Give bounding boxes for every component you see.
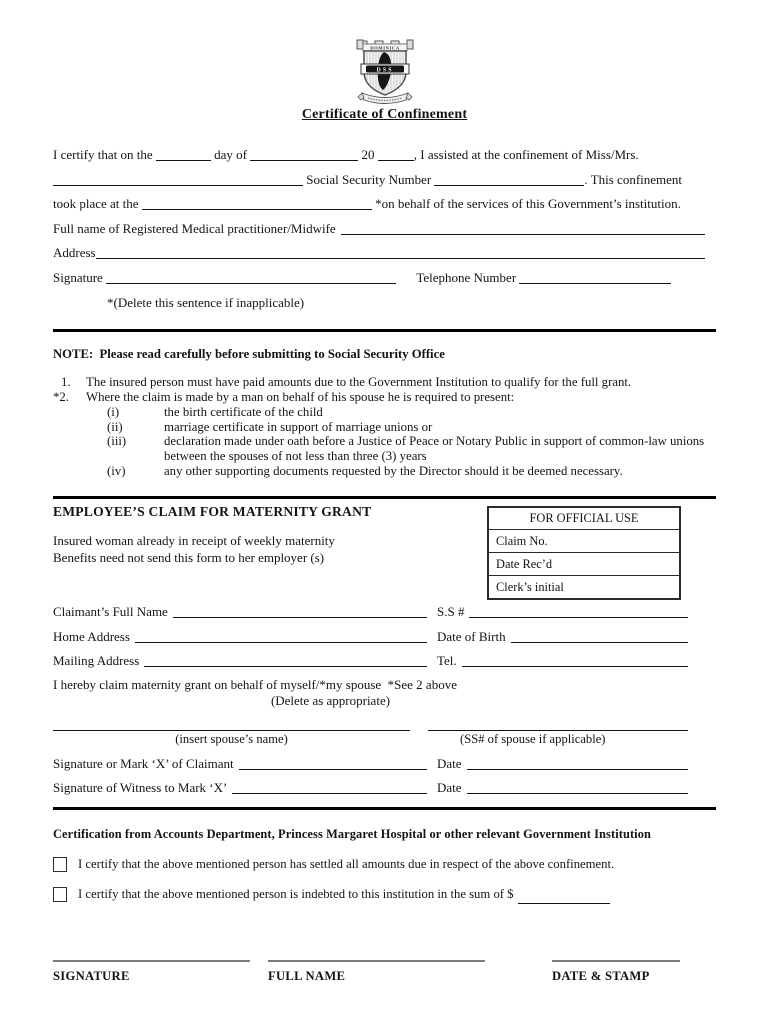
blank-place-of-confinement[interactable]	[142, 195, 372, 210]
section-divider	[53, 807, 716, 810]
blank-month[interactable]	[250, 146, 358, 161]
note-section	[53, 347, 716, 479]
field-label-date-of-birth: Date of Birth	[437, 628, 506, 644]
footer-datestamp-line[interactable]	[552, 960, 680, 962]
footer-fullname-line[interactable]	[268, 960, 485, 962]
blank-home-address[interactable]	[135, 628, 427, 643]
intro-text: day of	[214, 147, 247, 162]
note-subitem	[53, 464, 716, 479]
footer-datestamp-label: DATE & STAMP	[552, 968, 650, 983]
certification-option-text: I certify that the above mentioned person has settled all amounts due in respect of the above confinement.	[78, 856, 615, 871]
note-heading: NOTE: Please read carefully before submitting to Social Security Office	[53, 347, 445, 362]
intro-text: , I assisted at the confinement of Miss/Mrs.	[413, 147, 639, 162]
note-subitem-marker: (iv)	[107, 463, 126, 478]
intro-line-practitioner	[53, 217, 716, 242]
footer-fullname-label: FULL NAME	[268, 968, 346, 983]
intro-text: took place at the	[53, 196, 139, 212]
intro-line-ssn	[53, 168, 716, 193]
blank-telephone-number[interactable]	[519, 269, 671, 284]
footer-datestamp-cell	[552, 960, 680, 984]
intro-line-signature	[53, 266, 716, 291]
blank-telephone[interactable]	[462, 652, 688, 667]
field-label-telephone: Tel.	[437, 653, 457, 669]
note-subitem-marker: (i)	[107, 404, 120, 419]
indebted-checkbox[interactable]	[53, 887, 67, 902]
blank-date-of-birth[interactable]	[511, 628, 688, 643]
claim-statement: I hereby claim maternity grant on behalf of myself/*my spouse *See 2 above	[53, 676, 457, 692]
intro-line-date	[53, 143, 716, 168]
claim-note-line: Benefits need not send this form to her employer (s)	[53, 550, 325, 566]
blank-mother-name[interactable]	[53, 171, 303, 186]
intro-text: Full name of Registered Medical practitioner/Midwife	[53, 220, 336, 236]
blank-social-security-number[interactable]	[434, 171, 584, 186]
official-use-header: FOR OFFICIAL USE	[529, 510, 639, 525]
blank-witness-signature-date[interactable]	[467, 779, 688, 794]
note-item-marker: 1.	[61, 375, 71, 390]
crest-country-text: DOMINICA	[369, 45, 400, 51]
dominica-social-security-crest	[353, 38, 417, 104]
blank-spouse-name[interactable]	[53, 722, 410, 731]
field-label-claimant-name: Claimant’s Full Name	[53, 603, 168, 619]
note-item-text: Where the claim is made by a man on behalf of his spouse he is required to present:	[86, 389, 515, 404]
note-subitem	[53, 420, 716, 435]
intro-text: I certify that on the	[53, 147, 153, 162]
claim-note	[53, 532, 483, 567]
intro-line-address	[53, 241, 716, 266]
crest-org-text: DSS	[375, 67, 394, 74]
blank-year[interactable]	[378, 146, 414, 161]
date-label: Date	[437, 780, 462, 796]
note-item	[53, 390, 716, 405]
maternity-claim-section	[53, 504, 716, 801]
intro-line-delete-note: *(Delete this sentence if inapplicable)	[107, 294, 305, 310]
certification-option-settled	[53, 857, 716, 872]
claimant-fields	[53, 600, 716, 674]
note-subitem-text: the birth certificate of the child	[164, 404, 323, 419]
spouse-ss-caption: (SS# of spouse if applicable)	[460, 731, 606, 746]
note-list	[53, 375, 716, 479]
blank-ss-number[interactable]	[469, 603, 688, 618]
footer-signature-label: SIGNATURE	[53, 968, 130, 983]
blank-amount-due[interactable]	[518, 891, 610, 904]
note-subitem-text: any other supporting documents requested by the Director should it be deemed necessary.	[164, 463, 623, 478]
claim-section-title: EMPLOYEE’S CLAIM FOR MATERNITY GRANT	[53, 503, 372, 519]
date-label: Date	[437, 755, 462, 771]
field-label-home-address: Home Address	[53, 628, 130, 644]
note-subitem-text: declaration made under oath before a Justice of Peace or Notary Public in support of common-law unions between the spouses of not less than three (3) years	[164, 434, 705, 464]
note-subitem-text: marriage certificate in support of marriage unions or	[164, 419, 433, 434]
claimant-signature-label: Signature or Mark ‘X’ of Claimant	[53, 755, 234, 771]
blank-spouse-ss-number[interactable]	[428, 722, 688, 731]
blank-claimant-name[interactable]	[173, 603, 427, 618]
note-subitem	[53, 405, 716, 420]
claim-note-line: Insured woman already in receipt of weekly maternity	[53, 532, 335, 548]
certification-heading: Certification from Accounts Department, Princess Margaret Hospital or other relevant Government Institution	[53, 826, 652, 841]
blank-claimant-signature-date[interactable]	[467, 755, 688, 770]
blank-day[interactable]	[156, 146, 211, 161]
field-label-ss-number: S.S #	[437, 603, 465, 619]
blank-practitioner-address[interactable]	[96, 244, 705, 259]
footer-signature-cell	[53, 960, 250, 984]
claim-signature-rows	[53, 752, 716, 801]
note-subitem	[53, 434, 716, 464]
official-use-row-claim-no: Claim No.	[489, 529, 679, 552]
intro-text: *on behalf of the services of this Government’s institution.	[375, 196, 681, 212]
field-row	[53, 625, 688, 650]
blank-witness-signature[interactable]	[232, 779, 427, 794]
footer-signature-block	[53, 960, 716, 984]
note-item-text: The insured person must have paid amounts due to the Government Institution to qualify for the full grant.	[86, 375, 632, 390]
note-subitem-marker: (iii)	[107, 434, 127, 449]
crest-container	[53, 0, 716, 104]
certificate-intro-section	[53, 143, 716, 315]
official-use-row-date-recd: Date Rec’d	[489, 552, 679, 575]
note-item	[53, 375, 716, 390]
spouse-blank-row	[53, 722, 688, 732]
footer-fullname-cell	[268, 960, 485, 984]
blank-claimant-signature[interactable]	[239, 755, 427, 770]
field-row	[53, 600, 688, 625]
page-title: Certificate of Confinement	[301, 107, 468, 122]
field-row	[53, 649, 688, 674]
certification-option-indebted	[53, 887, 716, 902]
intro-text: Signature	[53, 269, 103, 285]
delete-as-appropriate-note: (Delete as appropriate)	[270, 692, 391, 708]
signature-row	[53, 752, 688, 777]
official-use-box	[487, 506, 681, 600]
signature-row	[53, 776, 688, 801]
intro-text: Social Security Number	[306, 171, 432, 187]
certification-section	[53, 827, 716, 902]
witness-signature-label: Signature of Witness to Mark ‘X’	[53, 780, 228, 796]
intro-text: Telephone Number	[416, 269, 517, 285]
field-label-mailing-address: Mailing Address	[53, 653, 140, 669]
note-subitem-marker: (ii)	[107, 419, 123, 434]
intro-line-place	[53, 192, 716, 217]
footer-signature-line[interactable]	[53, 960, 250, 962]
blank-mailing-address[interactable]	[144, 652, 427, 667]
section-divider	[53, 329, 716, 332]
spouse-name-caption: (insert spouse’s name)	[175, 731, 288, 746]
blank-practitioner-name[interactable]	[341, 220, 705, 235]
intro-text: Address	[53, 245, 96, 261]
certification-option-text: I certify that the above mentioned person is indebted to this institution in the sum of $	[78, 886, 514, 901]
note-item-marker: *2.	[53, 389, 69, 404]
official-use-row-clerks-initial: Clerk’s initial	[489, 575, 679, 598]
blank-practitioner-signature[interactable]	[106, 269, 396, 284]
spouse-caption-row	[53, 732, 716, 747]
intro-text: . This confinement	[584, 171, 683, 187]
intro-text: 20	[361, 147, 375, 162]
settled-checkbox[interactable]	[53, 857, 67, 872]
section-divider	[53, 496, 716, 499]
